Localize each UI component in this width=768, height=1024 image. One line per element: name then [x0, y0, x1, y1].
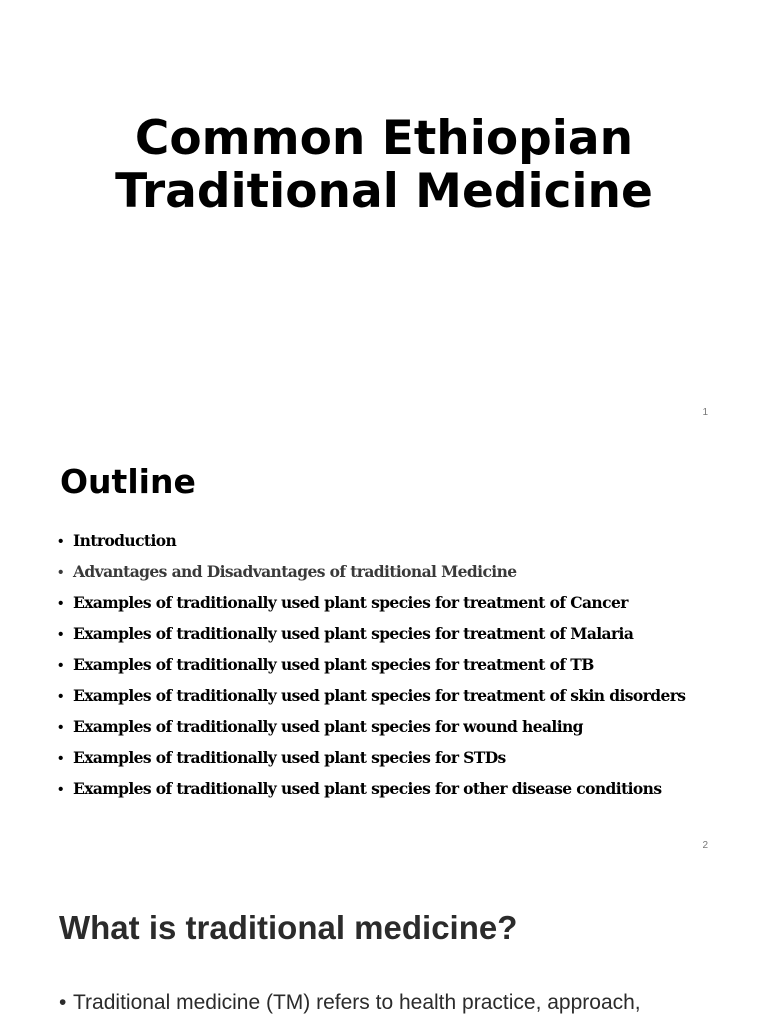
slide-number: 2 — [702, 840, 708, 851]
list-item — [58, 621, 685, 652]
slide-title — [0, 112, 768, 218]
slide-3 — [0, 864, 768, 1024]
list-item-text: Examples of traditionally used plant species for wound healing — [73, 717, 583, 736]
bullet-icon: • — [58, 719, 63, 736]
slide-number: 1 — [702, 407, 708, 418]
bullet-icon: • — [58, 595, 63, 612]
list-item-text: Examples of traditionally used plant species for STDs — [73, 748, 506, 767]
bullet-icon: • — [59, 991, 67, 1014]
list-item-text: Examples of traditionally used plant species for other disease conditions — [73, 779, 662, 798]
bullet-icon: • — [58, 781, 63, 798]
body-paragraph-text: Traditional medicine (TM) refers to health practice, approach, — [73, 991, 641, 1014]
slide-title-line-1: Common Ethiopian — [134, 111, 634, 166]
slide-title-line-2: Traditional Medicine — [115, 164, 653, 219]
list-item-text: Examples of traditionally used plant species for treatment of TB — [73, 655, 594, 674]
outline-heading: Outline — [60, 462, 196, 501]
list-item-text: Examples of traditionally used plant species for treatment of Malaria — [73, 624, 634, 643]
list-item — [58, 683, 685, 714]
list-item — [58, 590, 685, 621]
list-item-text: Introduction — [73, 531, 177, 550]
bullet-icon: • — [58, 564, 63, 581]
bullet-icon: • — [58, 750, 63, 767]
list-item — [58, 652, 685, 683]
bullet-icon: • — [58, 533, 63, 550]
slide-1 — [0, 0, 768, 432]
bullet-icon: • — [58, 626, 63, 643]
bullet-icon: • — [58, 657, 63, 674]
list-item — [58, 528, 685, 559]
list-item — [58, 776, 685, 807]
slide-2 — [0, 432, 768, 864]
list-item-text: Examples of traditionally used plant species for treatment of Cancer — [73, 593, 628, 612]
list-item — [58, 745, 685, 776]
list-item-text: Advantages and Disadvantages of traditional Medicine — [73, 562, 517, 581]
list-item-text: Examples of traditionally used plant species for treatment of skin disorders — [73, 686, 686, 705]
bullet-icon: • — [58, 688, 63, 705]
body-paragraph — [59, 990, 641, 1016]
section-heading: What is traditional medicine? — [59, 909, 518, 946]
list-item — [58, 714, 685, 745]
outline-list — [58, 528, 685, 807]
list-item — [58, 559, 685, 590]
